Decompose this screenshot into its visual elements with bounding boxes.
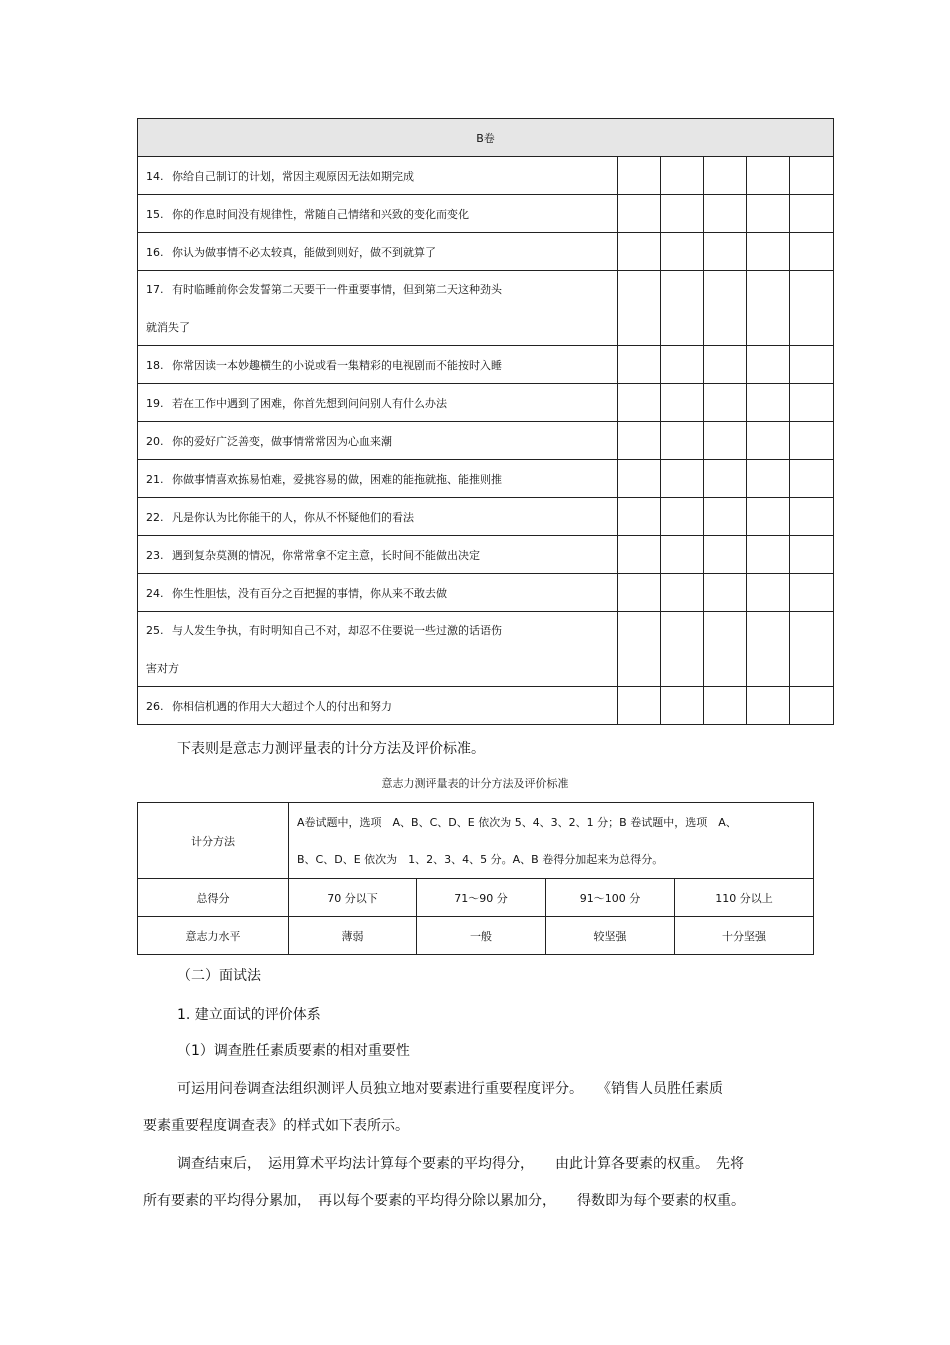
question-text: 你做事情喜欢拣易怕难，爱挑容易的做，困难的能拖就拖、能推则推: [172, 472, 502, 486]
willpower-level: 薄弱: [289, 917, 417, 955]
answer-option-cell[interactable]: [790, 346, 834, 384]
willpower-level: 一般: [417, 917, 546, 955]
answer-option-cell[interactable]: [704, 612, 747, 687]
paragraph-1-line-1: 可运用问卷调查法组织测评人员独立地对要素进行重要程度评分。 《销售人员胜任素质: [177, 1081, 723, 1097]
answer-option-cell[interactable]: [704, 157, 747, 195]
question-number: 22.: [146, 510, 164, 524]
answer-option-cell[interactable]: [790, 536, 834, 574]
question-cell: [138, 422, 618, 460]
question-number: 23.: [146, 548, 164, 562]
answer-option-cell[interactable]: [618, 422, 661, 460]
question-row: [138, 271, 834, 346]
answer-option-cell[interactable]: [704, 233, 747, 271]
question-cell: [138, 233, 618, 271]
question-row: [138, 157, 834, 195]
answer-option-cell[interactable]: [618, 536, 661, 574]
answer-option-cell[interactable]: [661, 195, 704, 233]
score-range: 91～100 分: [546, 879, 675, 917]
answer-option-cell[interactable]: [618, 574, 661, 612]
question-row: [138, 536, 834, 574]
question-text: 与人发生争执，有时明知自己不对，却忍不住要说一些过激的话语伤: [172, 624, 502, 637]
question-text: 你的作息时间没有规律性，常随自己情绪和兴致的变化而变化: [172, 207, 469, 221]
question-text: 你的爱好广泛善变，做事情常常因为心血来潮: [172, 434, 392, 448]
question-number: 18.: [146, 358, 164, 372]
answer-option-cell[interactable]: [747, 271, 790, 346]
question-number: 21.: [146, 472, 164, 486]
question-number: 19.: [146, 396, 164, 410]
answer-option-cell[interactable]: [661, 384, 704, 422]
answer-option-cell[interactable]: [790, 687, 834, 725]
question-text: 你常因读一本妙趣横生的小说或看一集精彩的电视剧而不能按时入睡: [172, 358, 502, 372]
questionnaire-table-b: [137, 118, 834, 725]
answer-option-cell[interactable]: [747, 536, 790, 574]
answer-option-cell[interactable]: [704, 195, 747, 233]
answer-option-cell[interactable]: [790, 460, 834, 498]
answer-option-cell[interactable]: [661, 422, 704, 460]
answer-option-cell[interactable]: [661, 460, 704, 498]
willpower-level-label: 意志力水平: [138, 917, 289, 955]
question-cell: [138, 574, 618, 612]
question-line: [146, 585, 617, 601]
question-line: [146, 395, 617, 411]
answer-option-cell[interactable]: [704, 687, 747, 725]
answer-option-cell[interactable]: [790, 384, 834, 422]
question-number: 14.: [146, 169, 164, 183]
question-text: 遇到复杂莫测的情况，你常常拿不定主意，长时间不能做出决定: [172, 548, 480, 562]
answer-option-cell[interactable]: [661, 498, 704, 536]
section-heading-interview: （二）面试法: [177, 968, 261, 984]
question-cell: [138, 384, 618, 422]
answer-option-cell[interactable]: [704, 384, 747, 422]
question-line: [146, 357, 617, 373]
answer-option-cell[interactable]: [747, 384, 790, 422]
question-row: [138, 498, 834, 536]
willpower-level: 较坚强: [546, 917, 675, 955]
question-row: [138, 460, 834, 498]
question-row: [138, 195, 834, 233]
question-text: 你给自己制订的计划，常因主观原因无法如期完成: [172, 169, 414, 183]
question-number: 17.: [146, 283, 164, 296]
answer-option-cell[interactable]: [790, 498, 834, 536]
question-number: 16.: [146, 245, 164, 259]
score-range: 70 分以下: [289, 879, 417, 917]
answer-option-cell[interactable]: [747, 195, 790, 233]
item-heading-1-1: （1）调查胜任素质要素的相对重要性: [177, 1043, 410, 1059]
question-text: 你相信机遇的作用大大超过个人的付出和努力: [172, 699, 392, 713]
question-row: [138, 574, 834, 612]
answer-option-cell[interactable]: [618, 233, 661, 271]
answer-option-cell[interactable]: [704, 346, 747, 384]
answer-option-cell[interactable]: [618, 612, 661, 687]
question-line: [146, 471, 617, 487]
answer-option-cell[interactable]: [747, 687, 790, 725]
question-cell: [138, 612, 618, 687]
answer-option-cell[interactable]: [790, 612, 834, 687]
answer-option-cell[interactable]: [661, 346, 704, 384]
answer-option-cell[interactable]: [618, 195, 661, 233]
question-number: 24.: [146, 586, 164, 600]
answer-option-cell[interactable]: [704, 422, 747, 460]
question-row: [138, 612, 834, 687]
answer-option-cell[interactable]: [618, 498, 661, 536]
answer-option-cell[interactable]: [790, 233, 834, 271]
question-line: [146, 622, 617, 638]
answer-option-cell[interactable]: [790, 271, 834, 346]
answer-option-cell[interactable]: [661, 687, 704, 725]
intro-text: 下表则是意志力测评量表的计分方法及评价标准。: [177, 741, 485, 757]
answer-option-cell[interactable]: [747, 498, 790, 536]
question-row: [138, 384, 834, 422]
answer-option-cell[interactable]: [661, 157, 704, 195]
answer-option-cell[interactable]: [618, 460, 661, 498]
answer-option-cell[interactable]: [661, 612, 704, 687]
question-text-continued: 就消失了: [146, 321, 190, 334]
question-cell: [138, 460, 618, 498]
answer-option-cell[interactable]: [661, 233, 704, 271]
answer-option-cell[interactable]: [704, 574, 747, 612]
question-line: [146, 433, 617, 449]
answer-option-cell[interactable]: [747, 460, 790, 498]
paragraph-2-line-2: 所有要素的平均得分累加， 再以每个要素的平均得分除以累加分， 得数即为每个要素的权重。: [143, 1193, 745, 1209]
question-line: [146, 698, 617, 714]
total-score-label: 总得分: [138, 879, 289, 917]
method-description: [289, 803, 814, 879]
question-text: 你生性胆怯，没有百分之百把握的事情，你从来不敢去做: [172, 586, 447, 600]
method-line-2: B、C、D、E 依次为 1、2、3、4、5 分。A、B 卷得分加起来为总得分。: [297, 852, 664, 866]
scoring-table-caption: 意志力测评量表的计分方法及评价标准: [381, 777, 569, 790]
question-text: 凡是你认为比你能干的人，你从不怀疑他们的看法: [172, 510, 414, 524]
table-b-title: B卷: [138, 119, 834, 157]
question-text-continued: 害对方: [146, 662, 179, 675]
answer-option-cell[interactable]: [704, 460, 747, 498]
question-cell: [138, 498, 618, 536]
answer-option-cell[interactable]: [790, 574, 834, 612]
answer-option-cell[interactable]: [747, 233, 790, 271]
question-line: [146, 281, 617, 297]
answer-option-cell[interactable]: [618, 687, 661, 725]
question-line: [146, 547, 617, 563]
answer-option-cell[interactable]: [618, 346, 661, 384]
question-number: 26.: [146, 699, 164, 713]
question-cell: [138, 271, 618, 346]
question-number: 20.: [146, 434, 164, 448]
question-row: [138, 346, 834, 384]
answer-option-cell[interactable]: [704, 271, 747, 346]
question-cell: [138, 687, 618, 725]
answer-option-cell[interactable]: [790, 422, 834, 460]
answer-option-cell[interactable]: [747, 157, 790, 195]
answer-option-cell[interactable]: [661, 536, 704, 574]
answer-option-cell[interactable]: [790, 195, 834, 233]
question-cell: [138, 346, 618, 384]
question-cell: [138, 157, 618, 195]
question-number: 25.: [146, 624, 164, 637]
question-cell: [138, 536, 618, 574]
question-row: [138, 233, 834, 271]
method-label: 计分方法: [138, 803, 289, 879]
answer-option-cell[interactable]: [661, 271, 704, 346]
answer-option-cell[interactable]: [747, 422, 790, 460]
scoring-table: [137, 802, 814, 955]
answer-option-cell[interactable]: [747, 612, 790, 687]
question-cell: [138, 195, 618, 233]
answer-option-cell[interactable]: [661, 574, 704, 612]
question-text: 你认为做事情不必太较真，能做到则好，做不到就算了: [172, 245, 436, 259]
question-text: 有时临睡前你会发誓第二天要干一件重要事情，但到第二天这种劲头: [172, 283, 502, 296]
paragraph-2-line-1: 调查结束后， 运用算术平均法计算每个要素的平均得分， 由此计算各要素的权重。 先将: [177, 1156, 744, 1172]
answer-option-cell[interactable]: [747, 346, 790, 384]
paragraph-1-line-2: 要素重要程度调查表》的样式如下表所示。: [143, 1118, 409, 1134]
question-line: [146, 244, 617, 260]
method-line-1: A卷试题中，选项 A、B、C、D、E 依次为 5、4、3、2、1 分；B 卷试题中，选项 A、: [297, 815, 737, 829]
question-text: 若在工作中遇到了困难，你首先想到问问别人有什么办法: [172, 396, 447, 410]
willpower-level: 十分坚强: [675, 917, 814, 955]
answer-option-cell[interactable]: [618, 384, 661, 422]
answer-option-cell[interactable]: [618, 271, 661, 346]
answer-option-cell[interactable]: [704, 536, 747, 574]
question-row: [138, 422, 834, 460]
question-number: 15.: [146, 207, 164, 221]
question-line: [146, 509, 617, 525]
score-range: 71～90 分: [417, 879, 546, 917]
answer-option-cell[interactable]: [747, 574, 790, 612]
question-line: [146, 168, 617, 184]
answer-option-cell[interactable]: [618, 157, 661, 195]
answer-option-cell[interactable]: [704, 498, 747, 536]
score-range: 110 分以上: [675, 879, 814, 917]
question-row: [138, 687, 834, 725]
item-heading-1: 1. 建立面试的评价体系: [177, 1007, 321, 1023]
question-line: [146, 206, 617, 222]
answer-option-cell[interactable]: [790, 157, 834, 195]
